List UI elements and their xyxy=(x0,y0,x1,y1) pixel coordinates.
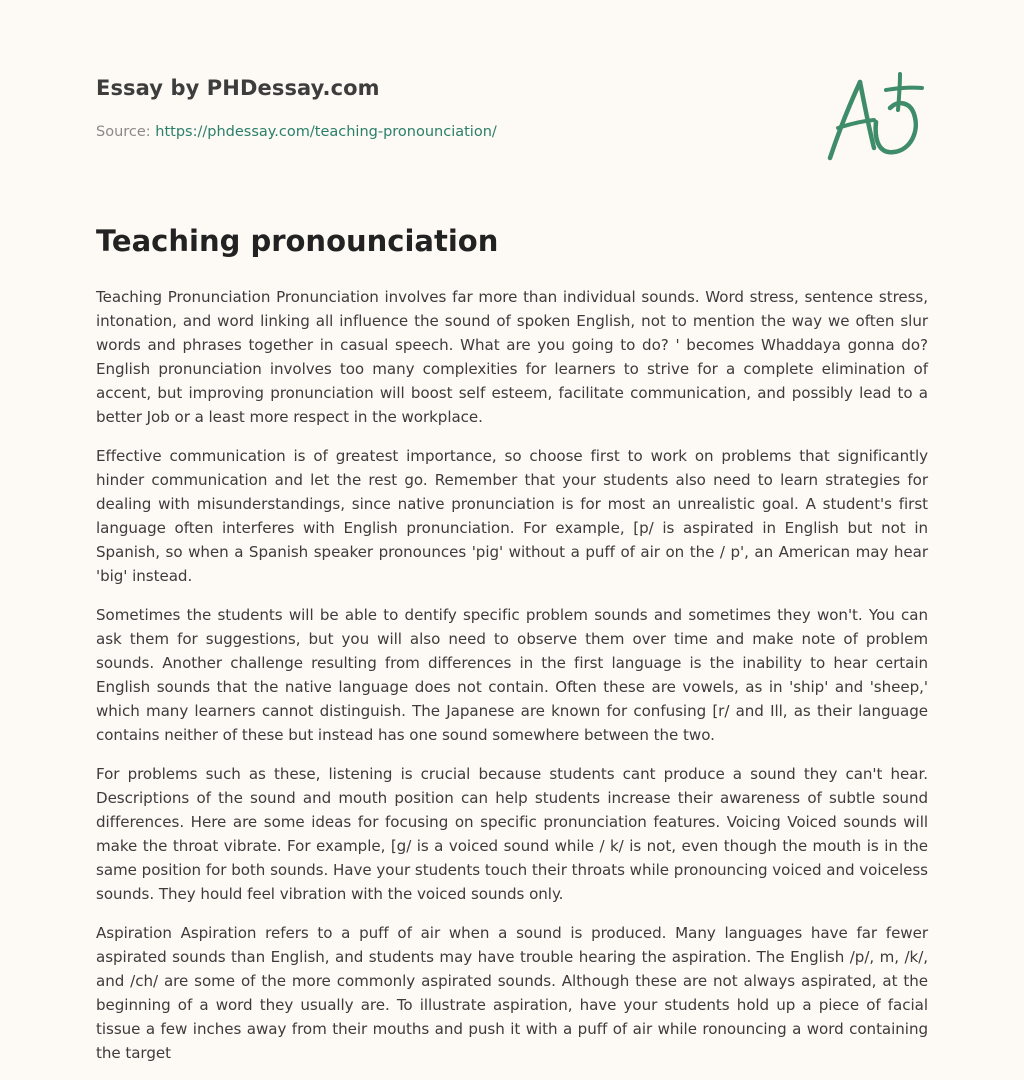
essay-header xyxy=(96,0,928,200)
brand-title: Essay by PHDessay.com xyxy=(96,76,380,100)
essay-paragraph: For problems such as these, listening is crucial because students cant produce a sound they can't hear. Descriptions of the sound and mouth position can help students increase their awareness of subtle sound differences. Here are some ideas for focusing on specific pronunciation features. Voicing Voiced sounds will make the throat vibrate. For example, [g/ is a voiced sound while / k/ is not, even though the mouth is in the same position for both sounds. Have your students touch their throats while pronouncing voiced and voiceless sounds. They hould feel vibration with the voiced sounds only. xyxy=(96,765,928,903)
essay-paragraph: Aspiration Aspiration refers to a puff of air when a sound is produced. Many languages have far fewer aspirated sounds than English, and students may have trouble hearing the aspiration. The English /p/, m, /k/, and /ch/ are some of the more commonly aspirated sounds. Although these are not always aspirated, at the beginning of a word they usually are. To illustrate aspiration, have your students hold up a piece of facial tissue a few inches away from their mouths and push it with a puff of air while ronouncing a word containing the target xyxy=(96,924,928,1062)
essay-body xyxy=(96,285,928,1080)
source-line xyxy=(96,124,497,140)
essay-paragraph: Teaching Pronunciation Pronunciation involves far more than individual sounds. Word stress, sentence stress, intonation, and word linking all influence the sound of spoken English, not to mention the way we often slur words and phrases together in casual speech. What are you going to do? ' becomes Whaddaya gonna do? English pronunciation involves too many complexities for learners to strive for a complete elimination of accent, but improving pronunciation will boost self esteem, facilitate communication, and possibly lead to a better Job or a least more respect in the workplace. xyxy=(96,288,928,426)
a-plus-logo-icon xyxy=(824,68,928,164)
source-label: Source: xyxy=(96,124,156,140)
essay-title: Teaching pronounciation xyxy=(96,224,499,258)
essay-paragraph: Effective communication is of greatest importance, so choose first to work on problems that significantly hinder communication and let the rest go. Remember that your students also need to learn strategies for dealing with misunderstandings, since native pronunciation is for most an unrealistic goal. A student's first language often interferes with English pronunciation. For example, [p/ is aspirated in English but not in Spanish, so when a Spanish speaker pronounces 'pig' without a puff of air on the / p', an American may hear 'big' instead. xyxy=(96,447,928,585)
essay-paragraph: Sometimes the students will be able to dentify specific problem sounds and sometimes they won't. You can ask them for suggestions, but you will also need to observe them over time and make note of problem sounds. Another challenge resulting from differences in the first language is the inability to hear certain English sounds that the native language does not contain. Often these are vowels, as in 'ship' and 'sheep,' which many learners cannot distinguish. The Japanese are known for confusing [r/ and Ill, as their language contains neither of these but instead has one sound somewhere between the two. xyxy=(96,606,928,744)
source-link[interactable]: https://phdessay.com/teaching-pronounciation/ xyxy=(155,124,497,140)
